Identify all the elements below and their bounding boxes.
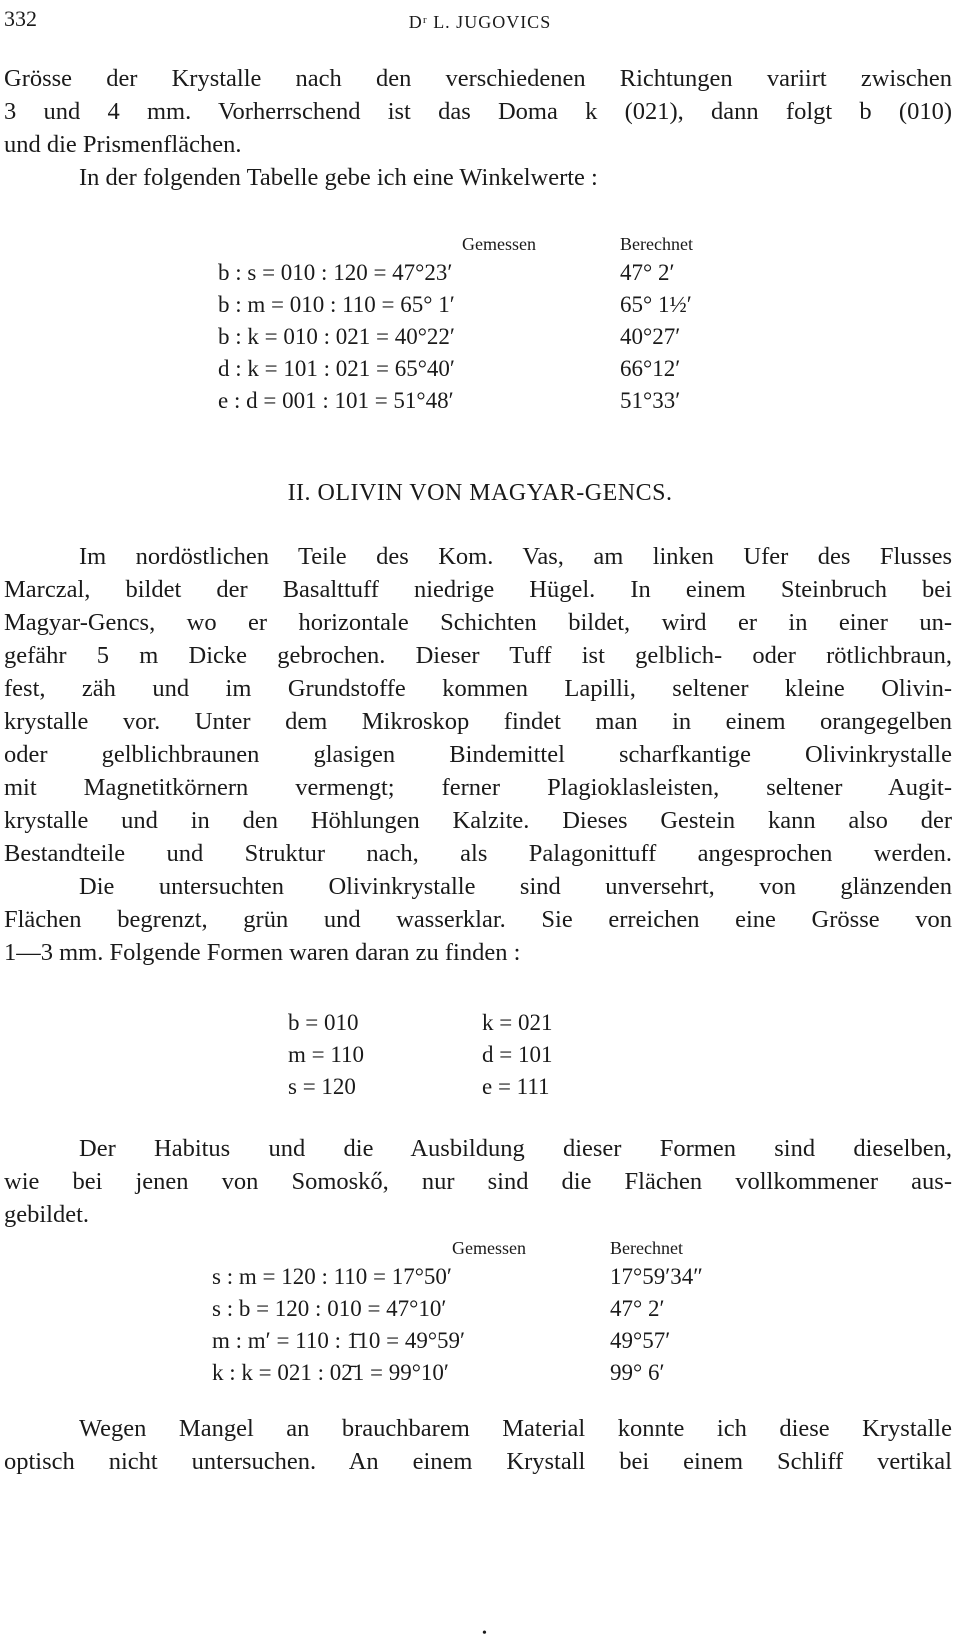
text-line: und die Prismenflächen.	[4, 131, 242, 158]
text-line: Flächen begrenzt, grün und wasserklar. Sie erreichen eine Grösse von	[4, 906, 952, 933]
column-header-calculated: Berechnet	[620, 234, 693, 254]
table-row-angle: b : m = 010 : 110 = 65° 1′	[218, 292, 455, 317]
table-row-angle: s : m = 120 : 110 = 17°50′	[212, 1264, 452, 1289]
table-row-angle: b : k = 010 : 021 = 40°22′	[218, 324, 455, 349]
text-line: Im nordöstlichen Teile des Kom. Vas, am linken Ufer des Flusses	[79, 543, 952, 570]
table-row-calc: 47° 2′	[610, 1296, 665, 1321]
paragraph-optics	[4, 1412, 952, 1478]
page-number: 332	[4, 6, 37, 31]
section-heading: II. OLIVIN VON MAGYAR-GENCS.	[287, 480, 673, 506]
text-line: gebildet.	[4, 1201, 90, 1228]
forms-list	[0, 1010, 960, 1110]
form-item: s = 120	[288, 1074, 356, 1099]
form-item: d = 101	[482, 1042, 553, 1067]
table-row-angle: b : s = 010 : 120 = 47°23′	[218, 260, 453, 285]
angle-table-1	[0, 228, 960, 413]
form-item: e = 111	[482, 1074, 550, 1099]
form-item: m = 110	[288, 1042, 365, 1067]
text-line: In der folgenden Tabelle gebe ich eine Winkelwerte :	[79, 164, 598, 191]
table-row-angle: e : d = 001 : 101 = 51°48′	[218, 388, 454, 413]
table-row-calc: 51°33′	[620, 388, 681, 413]
table-row-calc: 99° 6′	[610, 1360, 665, 1385]
text-line: oder gelblichbraunen glasigen Bindemittel scharfkantige Olivinkrystalle	[4, 741, 952, 768]
running-head: Dʳ L. JUGOVICS	[408, 12, 552, 32]
table-row-calc: 17°59′34″	[610, 1264, 703, 1289]
table-row-calc: 47° 2′	[620, 260, 675, 285]
text-line: Die untersuchten Olivinkrystalle sind unversehrt, von glänzenden	[79, 873, 952, 900]
text-line: optisch nicht untersuchen. An einem Krystall bei einem Schliff vertikal	[4, 1448, 952, 1475]
table-row-calc: 49°57′	[610, 1328, 671, 1353]
table-row-angle: s : b = 120 : 010 = 47°10′	[212, 1296, 447, 1321]
column-header-measured: Gemessen	[452, 1238, 526, 1258]
angle-table-2	[0, 1232, 960, 1392]
text-line: mit Magnetitkörnern vermengt; ferner Plagioklasleisten, seltener Augit-	[4, 774, 952, 801]
table-row-calc: 65° 1½′	[620, 292, 692, 317]
footer-mark: •	[482, 1626, 487, 1641]
paragraph-description	[4, 540, 952, 969]
text-line: krystalle vor. Unter dem Mikroskop findet man in einem orangegelben	[4, 708, 952, 735]
table-row-angle: m : m′ = 110 : 1̄10 = 49°59′	[212, 1328, 466, 1353]
text-line: gefähr 5 m Dicke gebrochen. Dieser Tuff ist gelblich- oder rötlichbraun,	[4, 642, 952, 669]
table-row-calc: 66°12′	[620, 356, 681, 381]
paragraph-habitus	[4, 1132, 952, 1231]
text-line: Wegen Mangel an brauchbarem Material konnte ich diese Krystalle	[79, 1415, 952, 1442]
form-item: b = 010	[288, 1010, 359, 1035]
table-row-calc: 40°27′	[620, 324, 681, 349]
text-line: 1—3 mm. Folgende Formen waren daran zu finden :	[4, 939, 521, 966]
text-line: wie bei jenen von Somoskő, nur sind die Flächen vollkommener aus-	[4, 1168, 952, 1195]
table-row-angle: k : k = 021 : 02̄1 = 99°10′	[212, 1360, 449, 1385]
form-item: k = 021	[482, 1010, 553, 1035]
column-header-calculated: Berechnet	[610, 1238, 683, 1258]
text-line: Grösse der Krystalle nach den verschiedenen Richtungen variirt zwischen	[4, 65, 952, 92]
text-line: krystalle und in den Höhlungen Kalzite. Dieses Gestein kann also der	[4, 807, 952, 834]
column-header-measured: Gemessen	[462, 234, 536, 254]
text-line: Der Habitus und die Ausbildung dieser Formen sind dieselben,	[79, 1135, 952, 1162]
text-line: fest, zäh und im Grundstoffe kommen Lapilli, seltener kleine Olivin-	[4, 675, 952, 702]
page-header	[0, 6, 960, 40]
text-line: Magyar-Gencs, wo er horizontale Schichten bildet, wird er in einer un-	[4, 609, 952, 636]
text-line: 3 und 4 mm. Vorherrschend ist das Doma k (021), dann folgt b (010)	[4, 98, 952, 125]
paragraph-intro	[4, 62, 952, 194]
table-row-angle: d : k = 101 : 021 = 65°40′	[218, 356, 455, 381]
text-line: Marczal, bildet der Basalttuff niedrige Hügel. In einem Steinbruch bei	[4, 576, 952, 603]
text-line: Bestandteile und Struktur nach, als Palagonittuff angesprochen werden.	[4, 840, 952, 867]
